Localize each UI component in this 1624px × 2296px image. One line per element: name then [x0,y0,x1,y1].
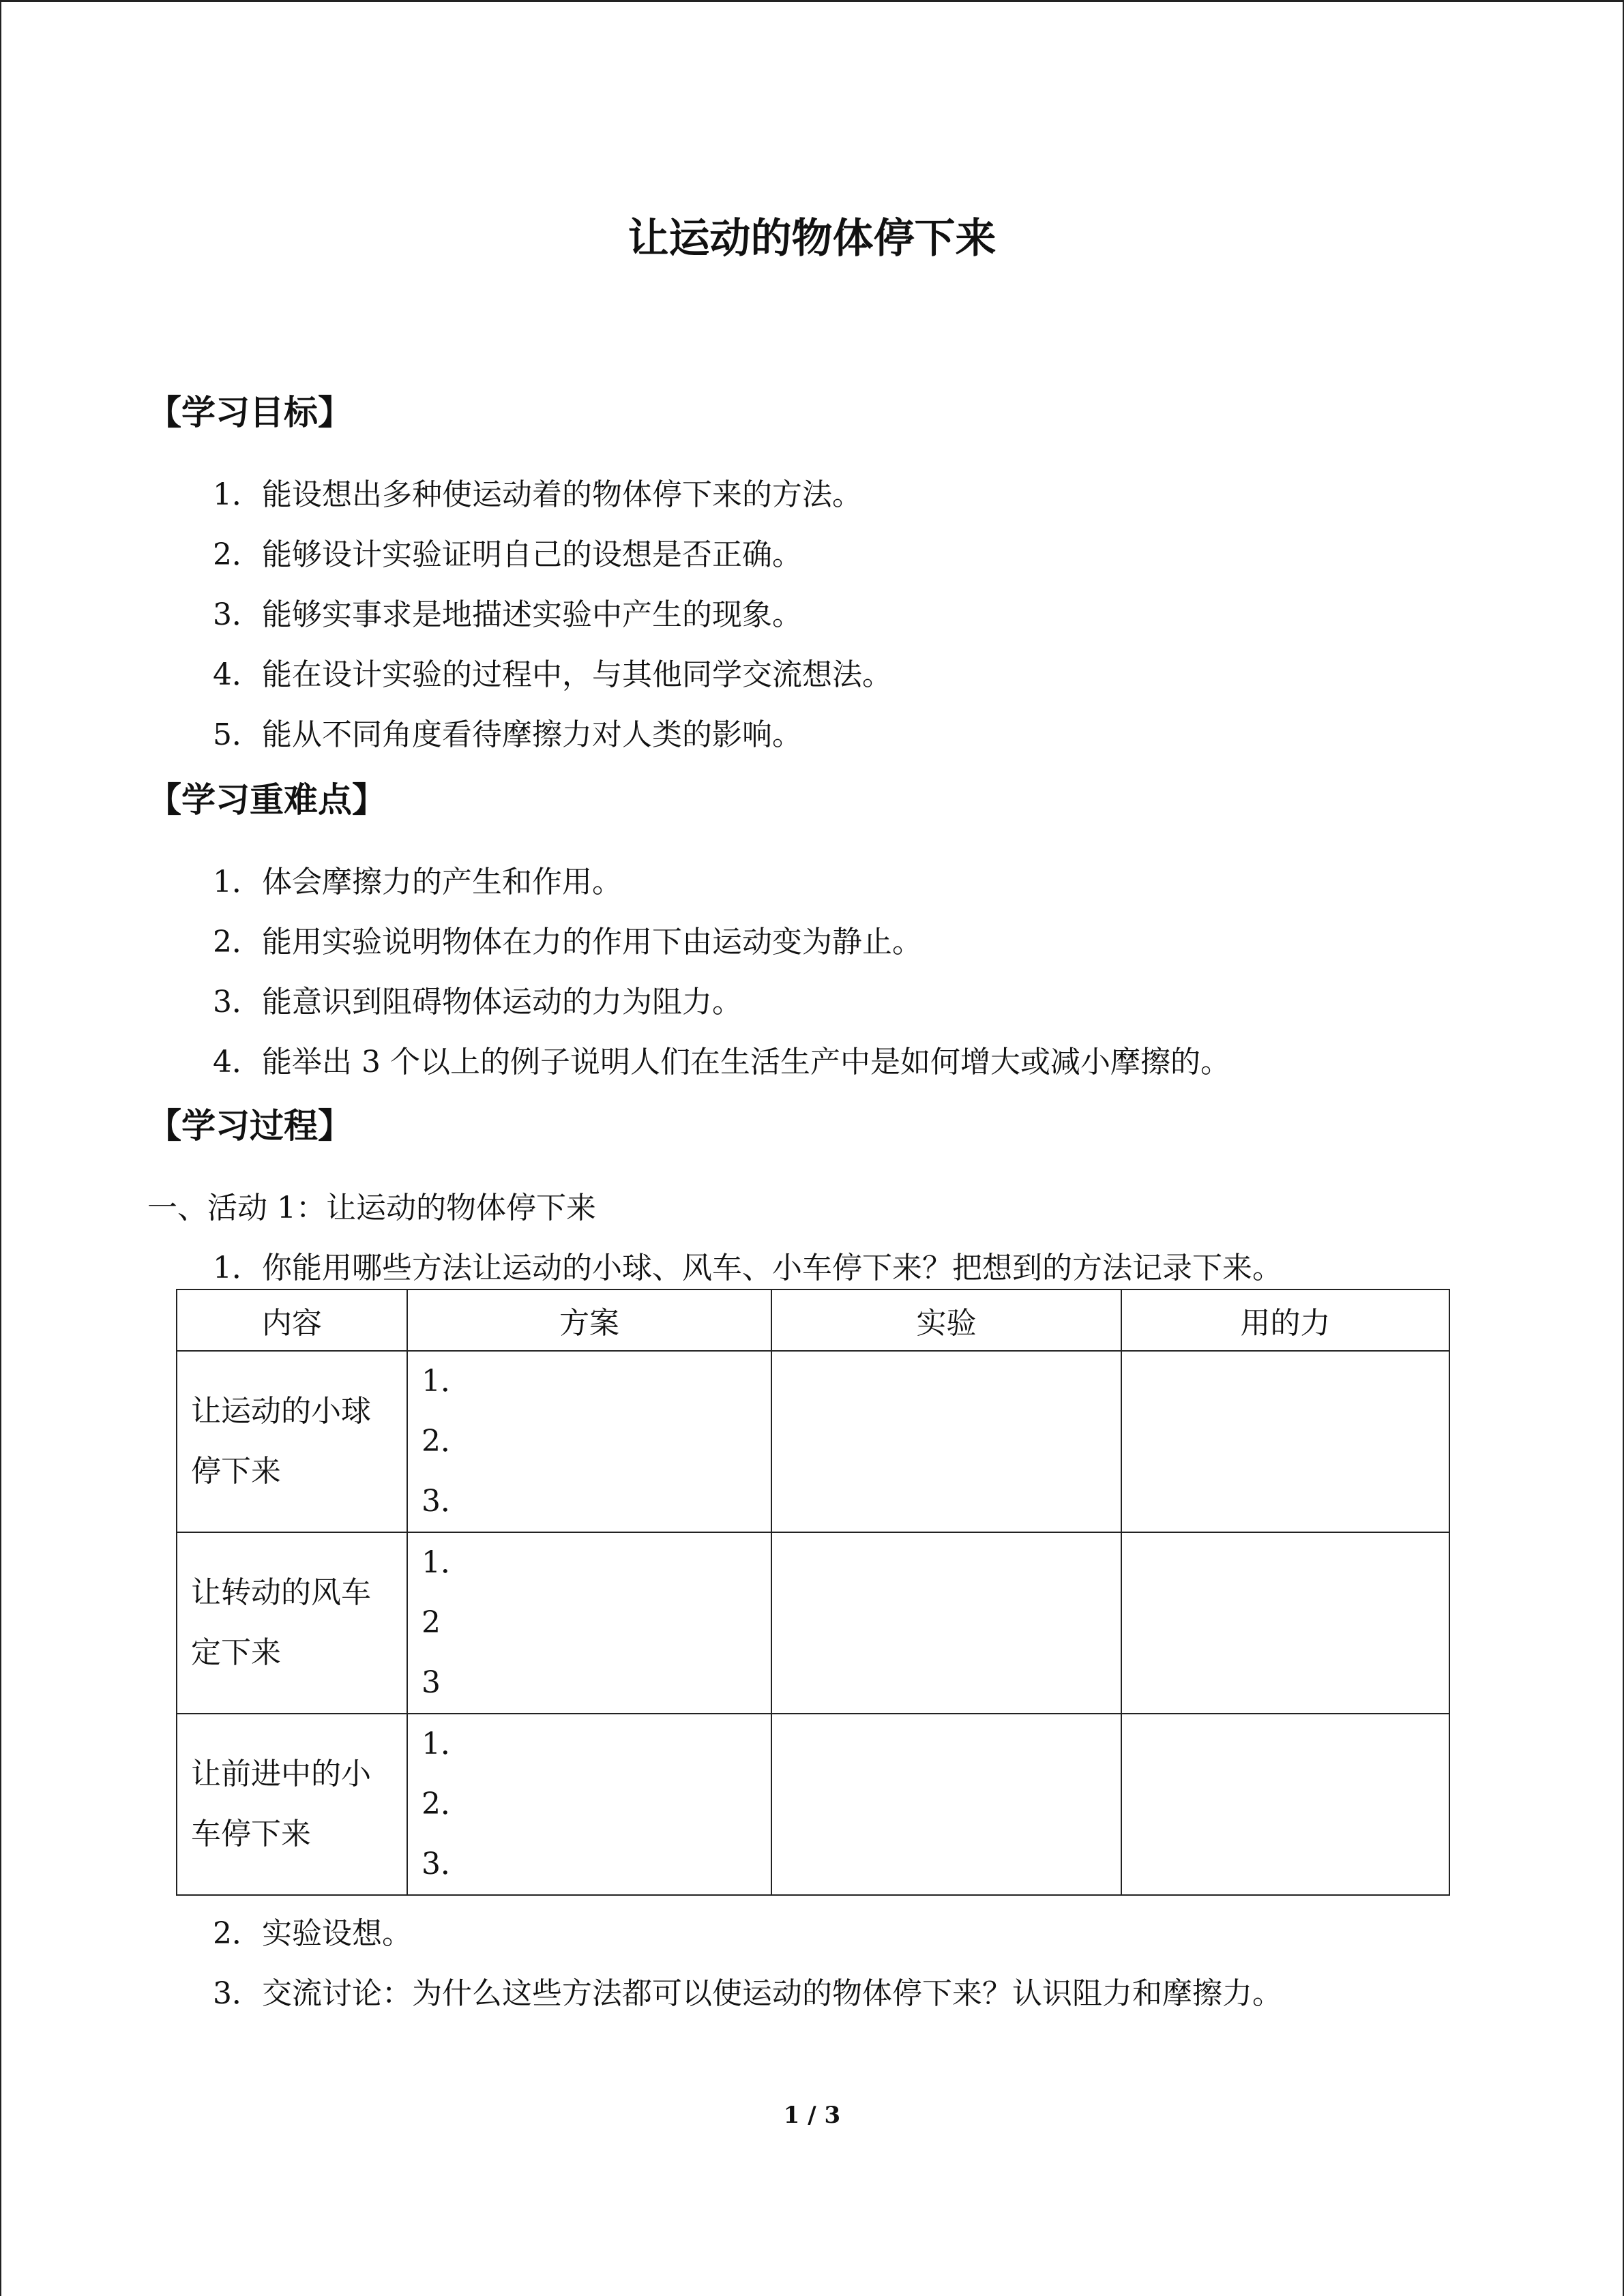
objective-item-3: 3．能够实事求是地描述实验中产生的现象。 [213,597,802,632]
plan-line: 3． [422,1484,471,1519]
key-point-item-4: 4．能举出 3 个以上的例子说明人们在生活生产中是如何增大或减小摩擦的。 [213,1045,1230,1079]
objective-item-4: 4．能在设计实验的过程中，与其他同学交流想法。 [213,657,892,692]
row-label-line: 车停下来 [191,1817,311,1851]
force-cell[interactable] [1121,1714,1449,1895]
key-points-heading: 【学习重难点】 [147,780,386,820]
item-2-experiment-idea: 2．实验设想。 [213,1916,412,1951]
row-label-line: 让前进中的小 [191,1757,371,1791]
row-label [177,1714,407,1895]
page-number: 1 / 3 [783,2102,841,2129]
key-point-item-3: 3．能意识到阻碍物体运动的力为阻力。 [213,985,742,1019]
row-label [177,1532,407,1714]
table-row [177,1532,1449,1714]
objective-item-5: 5．能从不同角度看待摩擦力对人类的影响。 [213,717,802,752]
force-cell[interactable] [1121,1532,1449,1714]
table-row [177,1351,1449,1532]
plan-line: 3 [422,1665,441,1700]
plan-cell[interactable] [407,1532,771,1714]
row-label-line: 让转动的风车 [191,1575,371,1610]
item-3-discussion: 3．交流讨论：为什么这些方法都可以使运动的物体停下来？认识阻力和摩擦力。 [213,1976,1282,2011]
objectives-heading: 【学习目标】 [147,393,352,432]
plan-line: 1． [422,1727,471,1761]
header-plan: 方案 [407,1289,771,1351]
objective-item-2: 2．能够设计实验证明自己的设想是否正确。 [213,537,802,572]
key-point-item-1: 1．体会摩擦力的产生和作用。 [213,865,622,899]
header-experiment: 实验 [771,1289,1121,1351]
plan-line: 2． [422,1424,471,1459]
methods-table [176,1289,1450,1896]
experiment-cell[interactable] [771,1532,1121,1714]
plan-cell[interactable] [407,1714,771,1895]
plan-line: 1． [422,1545,471,1580]
header-content: 内容 [177,1289,407,1351]
objective-item-1: 1．能设想出多种使运动着的物体停下来的方法。 [213,477,862,512]
row-label [177,1351,407,1532]
plan-line: 1． [422,1364,471,1399]
experiment-cell[interactable] [771,1714,1121,1895]
key-point-item-2: 2．能用实验说明物体在力的作用下由运动变为静止。 [213,925,922,959]
row-label-line: 让运动的小球 [191,1394,371,1429]
table-header-row [177,1289,1449,1351]
table-row [177,1714,1449,1895]
page-title: 让运动的物体停下来 [628,215,996,263]
experiment-cell[interactable] [771,1351,1121,1532]
force-cell[interactable] [1121,1351,1449,1532]
plan-line: 2． [422,1787,471,1821]
plan-line: 3． [422,1847,471,1881]
plan-cell[interactable] [407,1351,771,1532]
plan-line: 2 [422,1605,441,1640]
row-label-line: 停下来 [191,1454,281,1489]
row-label-line: 定下来 [191,1635,281,1670]
question-1: 1．你能用哪些方法让运动的小球、风车、小车停下来？把想到的方法记录下来。 [213,1251,1282,1285]
header-force: 用的力 [1121,1289,1449,1351]
process-heading: 【学习过程】 [147,1106,352,1146]
activity-title: 一、活动 1：让运动的物体停下来 [147,1191,596,1225]
